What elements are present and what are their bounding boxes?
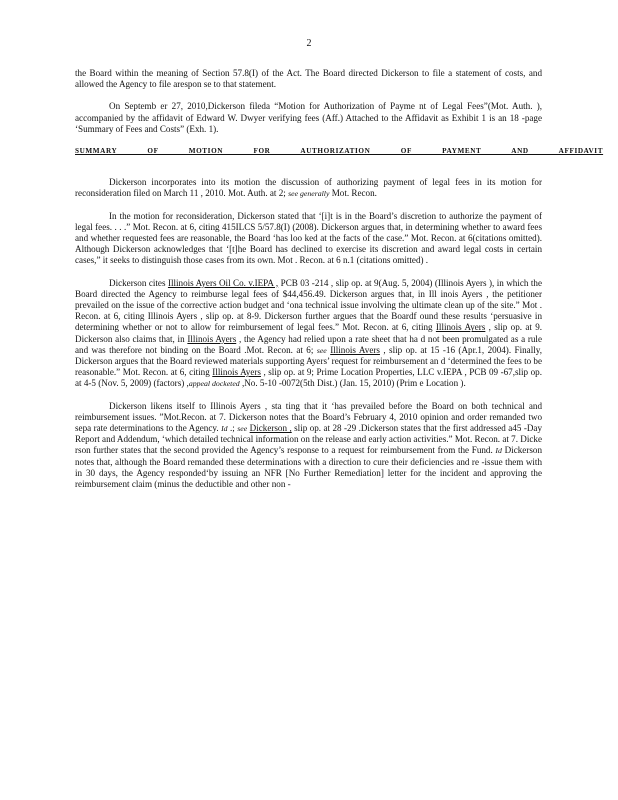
italic-signal: see [237,424,248,434]
case-citation: Illinois Ayers [212,367,261,378]
text-run: Dickerson cites [109,277,168,288]
paragraph-p4 [75,211,542,267]
italic-signal: Id [221,424,228,434]
text-run: In the motion for reconsideration, Dickerson stated that ‘[i]t is in the Board’s discretion to authorize the payment of legal fees. . . .” Mot. Recon. at 6, citing 415ILCS 5/57.8(I) (2008). Dickerson argues that, in determining whether to award fees and whether requested fees are reasonable, the Board ‘has loo ked at the facts of the case.” Mot. Recon. at 6(citations omitted). Although Dickerson acknowledges that ‘[t]he Board has declined to exercise its discretion and award legal costs in certain cases,” it seeks to distinguish those cases from its own. Mot . Recon. at 6 n.1 (citations omitted) . [75,210,542,266]
text-run: SUMMARY OF MOTION FOR AUTHORIZATION OF PAYMENT AND AFFIDAVIT [75,147,604,156]
case-citation: Dickerson , [249,423,292,434]
paragraph-p5 [75,278,542,390]
paragraph-p3 [75,177,542,199]
text-run: Dickerson incorporates into its motion the discussion of authorizing payment of legal fees in its motion for reconsideration filed on March 11 , 2010. Mot. Auth. at 2; [75,177,542,199]
text-run: On Septemb er 27, 2010,Dickerson fileda “Motion for Authorization of Payme nt of Legal Fees”(Mot. Auth. ), accompanied by the affidavit of Edward W. Dwyer verifying fees (Aff.) Attached to the Affidavit as Exhibit 1 is an 18 -page ‘Summary of Fees and Costs” (Exh. 1). [75,101,542,134]
italic-signal: Id [495,446,502,456]
text-run: the Board within the meaning of Section 57.8(I) of the Act. The Board directed Dickerson to file a statement of costs, and allowed the Agency to file arespon se to that statement. [75,68,542,90]
case-citation: Illinois Ayers [435,322,486,333]
text-run: Mot. Recon. [329,188,377,199]
case-citation: Illinois Ayers Oil Co. v.IEPA , [167,277,279,288]
italic-signal: see [316,345,327,355]
text-run: slip op. at 28 -29 .Dickerson states that the first addressed a45 -Day Report and Addendum, ‘which detailed technical information on the release and early action activities.” Mot. Recon. at 7. Dicke rson further states that the second provided the Agency’s response to a request for reimbursement from the Fund. [75,423,542,456]
paragraph-p6 [75,401,542,491]
page-number: 2 [306,38,312,49]
document-body [75,68,604,501]
case-citation: Illinois Ayers [187,333,237,344]
paragraph-p1 [75,68,542,90]
section-heading [75,146,604,157]
text-run: , slip op. at 9; Prime Location Properties, LLC v.IEPA , PCB 09 -67,slip op. at 4-5 (Nov. 5, 2009) (factors) , [75,367,542,389]
italic-signal: see generally [288,189,330,199]
text-run: , the Agency had relied upon a rate sheet that ha d not been promulgated as a rule and was therefore not binding on the Board .Mot. Recon. at 6; [75,333,542,355]
text-run: PCB 03 -214 , slip op. at 9(Aug. 5, 2004) (Illinois Ayers ), in which the Board directed the Agency to reimburse legal fees of $44,456.49. Dickerson argues that, in Ill inois Ayers , the petitioner prevailed on the issue of the corrective action budget and ‘ona technical issue involving the ultimate clean up of the site.” Mot . Recon. at 6, citing Illinois Ayers , slip op. at 8-9. Dickerson further argues that the Boardf ound these results ‘persuasive in determining whether or not to allow for reimbursement of legal fees.” Mot. Recon. at 6, citing [75,277,542,333]
text-run: Dickerson likens itself to Illinois Ayers , sta ting that it ‘has prevailed before the Board on both technical and reimbursement issues. ”Mot.Recon. at 7. Dickerson notes that the Board’s February 4, 2010 opinion and order remanded two sepa rate determinations to the Agency. [75,400,542,434]
italic-signal: appeal docketed [188,379,240,389]
text-run: ,No. 5-10 -0072(5th Dist.) (Jan. 15, 2010) (Prim e Location ). [239,378,466,389]
text-run: , slip op. at 15 -16 (Apr.1, 2004). Finally, Dickerson argues that the Board reviewed materials supporting Ayers’ request for reimbursement an d ‘determined the fees to be reasonable.” Mot. Recon. at 6, citing [75,344,542,378]
case-citation: Illinois Avers [330,344,380,355]
paragraph-p2 [75,101,542,135]
text-run: , slip op. at 9. Dickerson also claims that, in [75,322,543,344]
text-run: Dickerson notes that, although the Board remanded these determinations with a direction to cure their deficiencies and re -issue them with in 30 days, the Agency responded‘by issuing an NFR [No Further Remediation] letter for the incident and approving the reimbursement claim (minus the deductible and other non - [75,445,542,490]
text-run: .; [227,423,238,434]
